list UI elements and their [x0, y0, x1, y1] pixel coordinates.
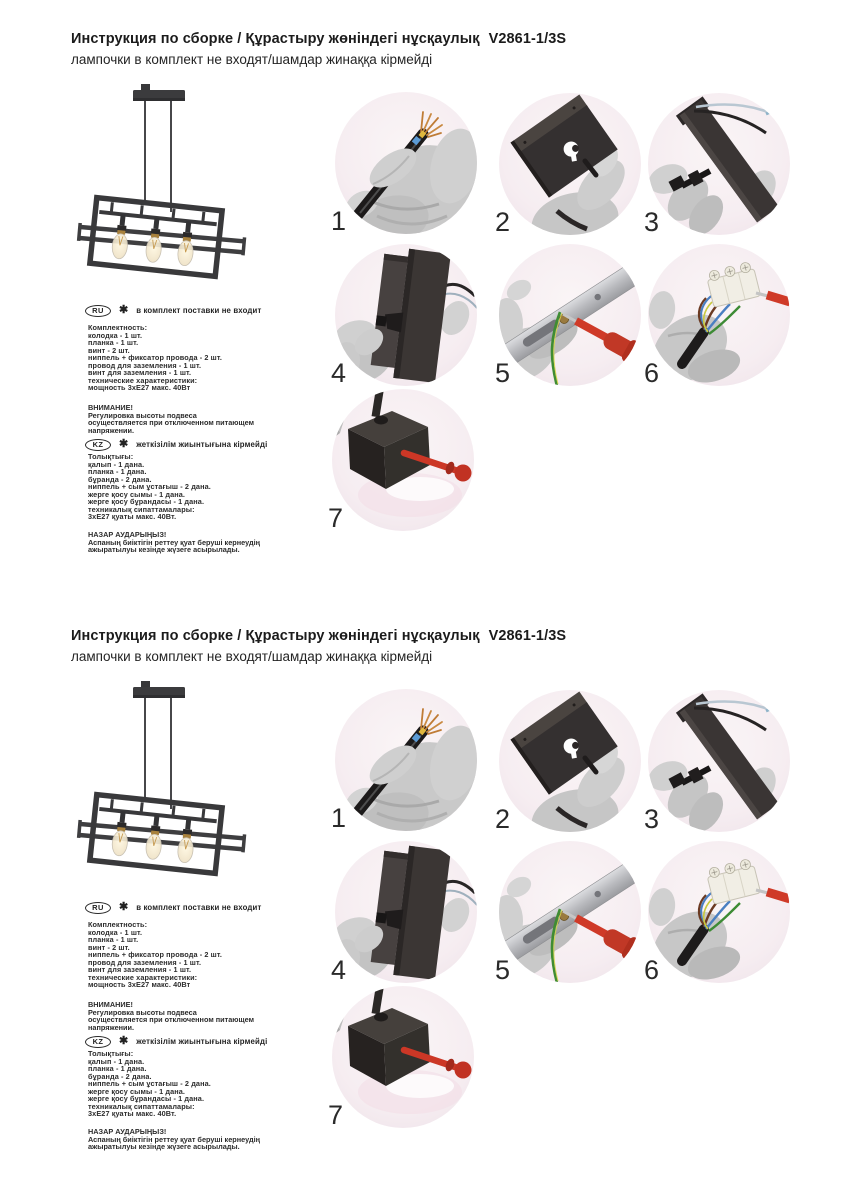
suspension-rod	[170, 101, 172, 212]
model-number: V2861-1/3S	[488, 31, 567, 47]
parts-list-item: техникалық сипаттамалары:	[88, 504, 195, 514]
step-number: 2	[495, 207, 511, 237]
asterisk-icon: ✱	[119, 1035, 129, 1047]
parts-list-item: провод для заземления - 1 шт.	[88, 360, 202, 370]
step-number: 2	[495, 804, 511, 834]
kz-list-title: Толықтығы:	[88, 452, 134, 461]
parts-list-item: 3хЕ27 қуаты макс. 40Вт.	[88, 512, 177, 522]
parts-list-item: планка - 1 дана.	[88, 1064, 147, 1074]
screwdriver-handle	[455, 465, 472, 482]
title-text: Инструкция по сборке / Құрастыру жөніндегі нұсқаулық	[71, 31, 480, 47]
ru-badge: RU	[85, 305, 111, 317]
ru-note-row	[85, 901, 261, 914]
lamp-illustration	[75, 84, 260, 296]
step-photo-5	[495, 244, 641, 388]
step-photo-4	[331, 841, 477, 985]
parts-list-item: ниппель + сым ұстағыш - 2 дана.	[88, 1079, 211, 1089]
parts-list-item: жерге қосу сымы - 1 дана.	[88, 489, 186, 499]
bulb-socket	[145, 814, 165, 860]
step-photo-6	[644, 244, 790, 388]
parts-list-item: технические характеристики:	[88, 972, 198, 982]
ru-warning-title: ВНИМАНИЕ!	[88, 1000, 133, 1009]
step-2-canopy-keyhole-photo	[499, 690, 641, 832]
parts-list-item: колодка - 1 шт.	[88, 927, 143, 937]
bulb-socket	[145, 217, 165, 263]
parts-list-item: колодка - 1 шт.	[88, 330, 143, 340]
kz-list-title: Толықтығы:	[88, 1049, 134, 1058]
sheet-subtitle: лампочки в комплект не входят/шамдар жинаққа кірмейді	[71, 649, 433, 664]
model-number: V2861-1/3S	[488, 628, 567, 644]
step-1-strip-cable-photo	[335, 92, 477, 234]
parts-list-item: планка - 1 дана.	[88, 467, 147, 477]
parts-list-item: технические характеристики:	[88, 375, 198, 385]
step-photo-5	[495, 841, 641, 985]
ru-note-text: в комплект поставки не входит	[136, 903, 262, 912]
step-number: 6	[644, 955, 660, 985]
ru-parts-list	[88, 324, 222, 392]
sheet-subtitle: лампочки в комплект не входят/шамдар жинаққа кірмейді	[71, 52, 433, 67]
step-3-nipple-photo	[648, 93, 790, 235]
kz-note-text: жеткізілім жиынтығына кірмейді	[136, 1037, 268, 1046]
ru-note-text: в комплект поставки не входит	[136, 306, 262, 315]
parts-list-item: винт для заземления - 1 шт.	[88, 368, 192, 378]
ru-list-title: Комплектность:	[88, 920, 148, 929]
kz-badge: KZ	[85, 439, 111, 451]
ru-parts-list	[88, 921, 222, 989]
step-7-height-adjust-photo	[332, 389, 474, 531]
ceiling-canopy	[133, 681, 185, 698]
bulb-socket	[111, 214, 131, 260]
step-5-ground-wire-photo	[499, 244, 641, 386]
step-photo-6	[644, 841, 790, 985]
parts-list-item: мощность 3хЕ27 макс. 40Вт	[88, 980, 191, 990]
step-number: 7	[328, 503, 344, 533]
parts-list-item: жерге қосу сымы - 1 дана.	[88, 1086, 186, 1096]
step-6-terminal-block-photo	[648, 841, 790, 983]
bulb-socket	[177, 818, 197, 864]
step-number: 1	[331, 206, 347, 236]
kz-warning	[88, 531, 265, 554]
parts-list-item: винт - 2 шт.	[88, 345, 130, 355]
parts-list-item: 3хЕ27 қуаты макс. 40Вт.	[88, 1109, 177, 1119]
kz-warning-title: НАЗАР АУДАРЫҢЫЗ!	[88, 1127, 167, 1136]
step-photo-1	[331, 689, 477, 833]
step-3-nipple-photo	[648, 690, 790, 832]
parts-list-item: жерге қосу бұрандасы - 1 дана.	[88, 1094, 205, 1104]
kz-note-row	[85, 438, 267, 451]
step-photo-3	[644, 93, 790, 237]
kz-parts-list	[88, 453, 211, 521]
ru-warning	[88, 1001, 258, 1031]
step-5-ground-wire-photo	[499, 841, 641, 983]
bulb-socket	[111, 811, 131, 857]
instruction-sheet	[0, 0, 848, 597]
kz-warning-text: Аспаның биіктігін реттеу қуат беруші кернеудің ажыратылуы кезінде жүзеге асырылады.	[88, 537, 261, 555]
step-4-cord-grip-photo	[335, 841, 477, 983]
step-number: 1	[331, 803, 347, 833]
asterisk-icon: ✱	[119, 901, 129, 913]
step-4-cord-grip-photo	[335, 244, 477, 386]
step-photo-2	[495, 93, 641, 237]
ru-warning-title: ВНИМАНИЕ!	[88, 403, 133, 412]
parts-list-item: мощность 3хЕ27 макс. 40Вт	[88, 383, 191, 393]
asterisk-icon: ✱	[119, 438, 129, 450]
ru-note-row	[85, 304, 261, 317]
step-photo-1	[331, 92, 477, 236]
parts-list-item: планка - 1 шт.	[88, 338, 139, 348]
kz-parts-list	[88, 1050, 211, 1118]
parts-list-item: қалып - 1 дана.	[88, 459, 145, 469]
sheet-title	[71, 31, 566, 47]
parts-list-item: бұранда - 2 дана.	[88, 1071, 152, 1081]
step-number: 3	[644, 804, 660, 834]
step-6-terminal-block-photo	[648, 244, 790, 386]
ceiling-canopy	[133, 84, 185, 101]
kz-note-text: жеткізілім жиынтығына кірмейді	[136, 440, 268, 449]
step-2-canopy-keyhole-photo	[499, 93, 641, 235]
kz-note-row	[85, 1035, 267, 1048]
parts-list-item: ниппель + фиксатор провода - 2 шт.	[88, 353, 223, 363]
step-number: 3	[644, 207, 660, 237]
lamp-illustration	[75, 681, 260, 893]
title-text: Инструкция по сборке / Құрастыру жөніндегі нұсқаулық	[71, 628, 480, 644]
ru-warning	[88, 404, 258, 434]
step-photo-4	[331, 244, 477, 388]
ru-list-title: Комплектность:	[88, 323, 148, 332]
step-photo-3	[644, 690, 790, 834]
kz-warning-title: НАЗАР АУДАРЫҢЫЗ!	[88, 530, 167, 539]
sheet-title	[71, 628, 566, 644]
step-number: 7	[328, 1100, 344, 1130]
screwdriver-handle	[455, 1062, 472, 1079]
kz-badge: KZ	[85, 1036, 111, 1048]
step-photo-7	[328, 986, 474, 1130]
step-photo-2	[495, 690, 641, 834]
asterisk-icon: ✱	[119, 304, 129, 316]
step-7-height-adjust-photo	[332, 986, 474, 1128]
step-number: 5	[495, 358, 511, 388]
parts-list-item: винт - 2 шт.	[88, 942, 130, 952]
suspension-rod	[144, 101, 146, 205]
step-number: 6	[644, 358, 660, 388]
suspension-rod	[144, 698, 146, 802]
parts-list-item: техникалық сипаттамалары:	[88, 1101, 195, 1111]
parts-list-item: провод для заземления - 1 шт.	[88, 957, 202, 967]
suspension-rod	[170, 698, 172, 809]
ru-warning-text: Регулировка высоты подвеса осуществляется при отключенном питающем напряжении.	[88, 410, 255, 435]
instruction-sheet	[0, 597, 848, 1194]
parts-list-item: бұранда - 2 дана.	[88, 474, 152, 484]
parts-list-item: планка - 1 шт.	[88, 935, 139, 945]
step-number: 5	[495, 955, 511, 985]
parts-list-item: ниппель + сым ұстағыш - 2 дана.	[88, 482, 211, 492]
parts-list-item: ниппель + фиксатор провода - 2 шт.	[88, 950, 223, 960]
parts-list-item: винт для заземления - 1 шт.	[88, 965, 192, 975]
step-number: 4	[331, 955, 347, 985]
bulb-socket	[177, 221, 197, 267]
parts-list-item: жерге қосу бұрандасы - 1 дана.	[88, 497, 205, 507]
step-1-strip-cable-photo	[335, 689, 477, 831]
ru-warning-text: Регулировка высоты подвеса осуществляется при отключенном питающем напряжении.	[88, 1007, 255, 1032]
ru-badge: RU	[85, 902, 111, 914]
step-number: 4	[331, 358, 347, 388]
kz-warning-text: Аспаның биіктігін реттеу қуат беруші кернеудің ажыратылуы кезінде жүзеге асырылады.	[88, 1134, 261, 1152]
step-photo-7	[328, 389, 474, 533]
parts-list-item: қалып - 1 дана.	[88, 1056, 145, 1066]
kz-warning	[88, 1128, 265, 1151]
